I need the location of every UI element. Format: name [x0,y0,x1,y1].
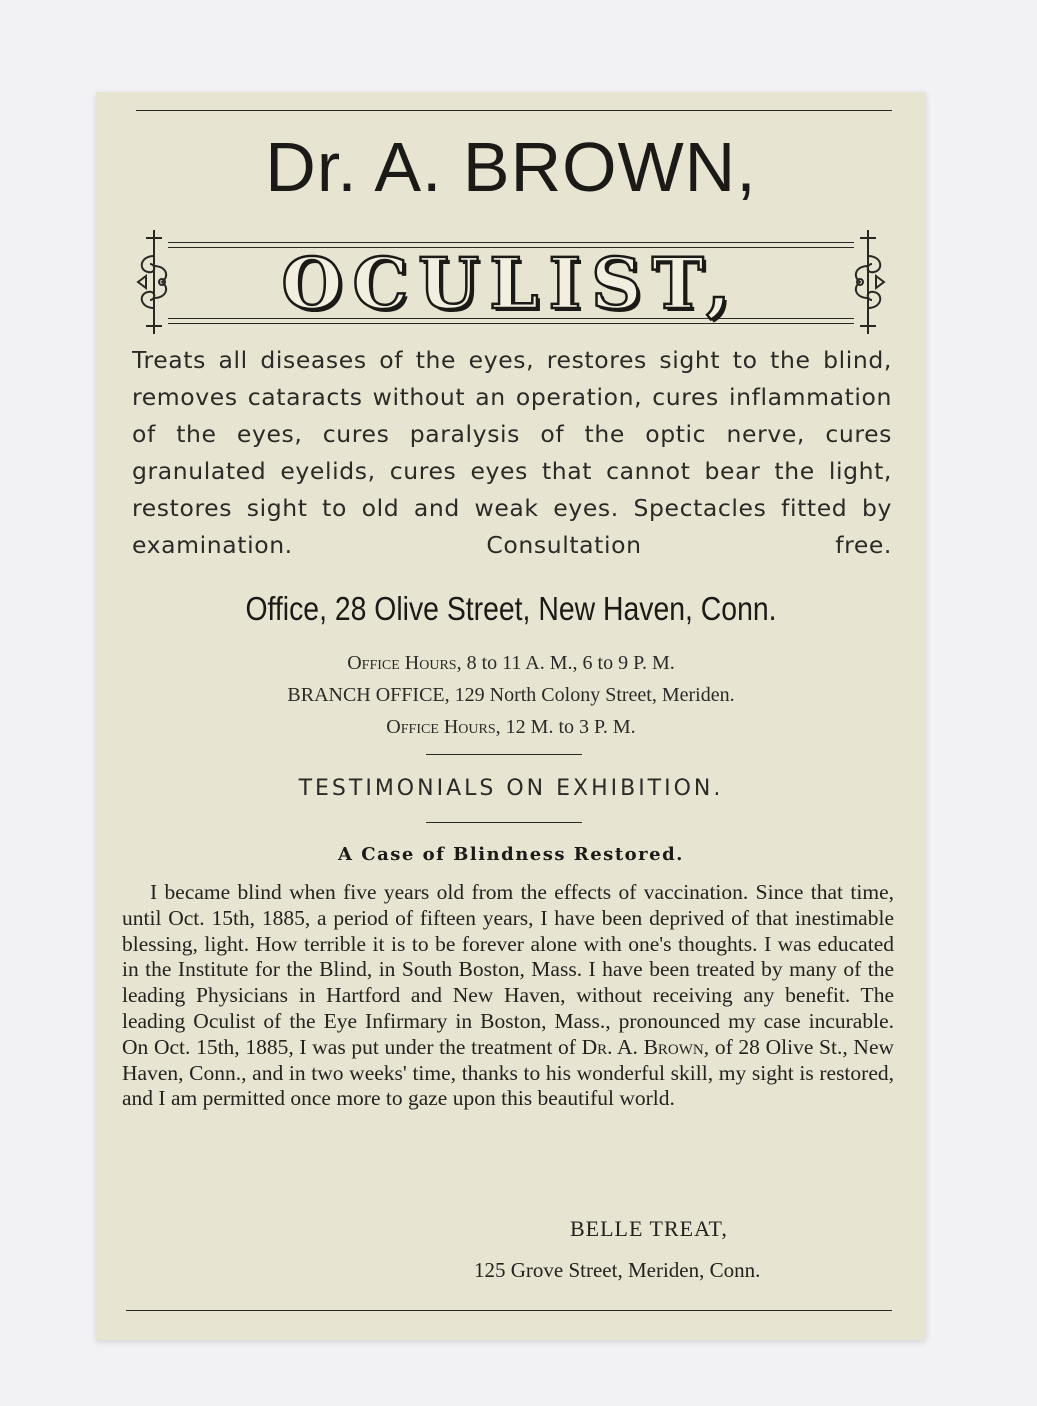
branch-hours-value: 12 M. to 3 P. M. [505,716,636,738]
branch-office-hours [96,716,926,739]
signature-name: BELLE TREAT, [570,1216,728,1241]
letter-text-2: of 28 Olive St., New Haven, Conn., and in two weeks' time, thanks to his wonderful skill, my sight is restored, and I am permitted once more to gaze upon this beautiful world. [122,1034,895,1111]
advertisement-page [96,92,926,1340]
case-title: A Case of Blindness Restored. [338,844,684,865]
testimonial-letter [122,880,894,1112]
oculist-banner-text: OCULIST, [281,242,741,325]
top-rule [136,110,892,111]
bottom-rule [126,1310,892,1311]
divider-short-2 [426,822,582,823]
letter-text-1: I became blind when five years old from the effects of vaccination. Since that time, until Oct. 15th, 1885, a period of fifteen years, I have been deprived of that inestimable blessing, light. How terrible it is to be forever alone with one's thoughts. I was educated in the Institute for the Blind, in South Boston, Mass. I have been treated by many of the leading Physicians in Hartford and New Haven, without receiving any benefit. The leading Oculist of the Eye Infirmary in Boston, Mass., pronounced my case incurable. On Oct. 15th, 1885, I was put under the treatment of [122,880,894,1059]
office-hours-label: Office Hours, [347,652,462,674]
branch-office: BRANCH OFFICE, 129 North Colony Street, Meriden. [287,684,735,706]
letter-doctor-name: Dr. A. Brown, [581,1034,710,1059]
office-hours-value: 8 to 11 A. M., 6 to 9 P. M. [466,652,675,674]
doctor-name-heading: Dr. A. BROWN, [265,128,757,206]
office-address: Office, 28 Olive Street, New Haven, Conn. [245,590,777,627]
branch-hours-label: Office Hours, [386,716,501,738]
services-paragraph: Treats all diseases of the eyes, restores sight to the blind, removes cataracts without an operation, cures inflammation of the eyes, cures paralysis of the optic nerve, cures granulated eyelids, cures eyes that cannot bear the light, restores sight to old and weak eyes. Spectacles fitted by examination. Consultation free. [132,346,892,559]
divider-short-1 [426,754,582,755]
testimonials-heading: TESTIMONIALS ON EXHIBITION. [298,776,724,801]
signature-address: 125 Grove Street, Meriden, Conn. [474,1258,761,1282]
office-hours [96,652,926,675]
